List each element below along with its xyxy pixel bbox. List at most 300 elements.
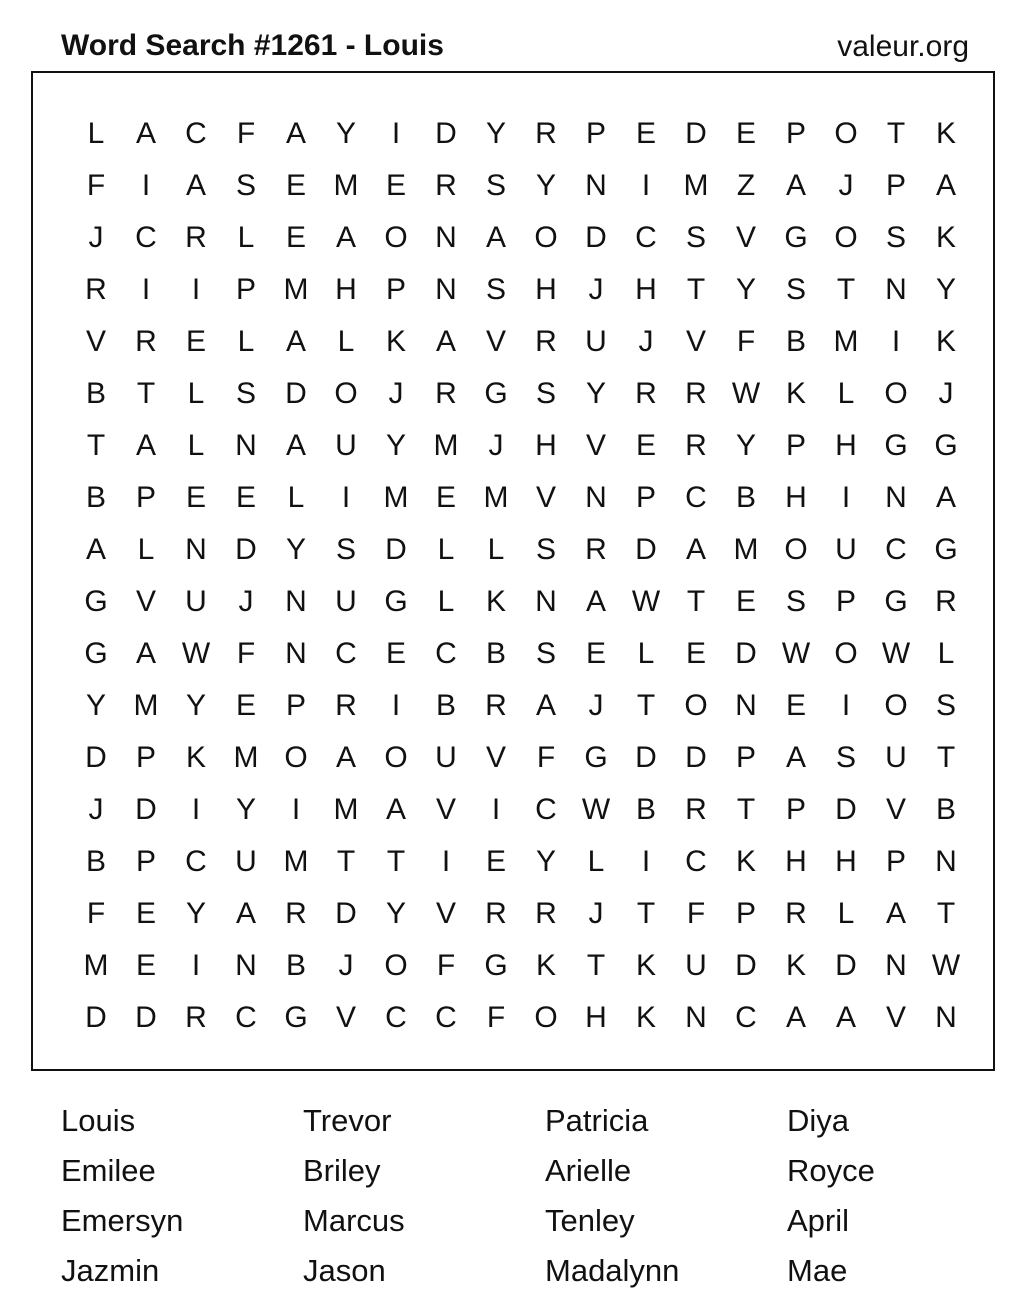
word-list-item: Diya xyxy=(787,1103,850,1138)
grid-cell: Y xyxy=(185,689,206,722)
grid-cell: L xyxy=(587,845,605,878)
grid-cell: I xyxy=(841,689,851,722)
grid-cell: L xyxy=(87,117,105,150)
grid-cell: F xyxy=(536,741,556,774)
grid-cell: V xyxy=(685,325,706,358)
grid-cell: C xyxy=(135,221,157,254)
grid-cell: K xyxy=(635,949,656,982)
grid-cell: M xyxy=(133,689,159,722)
grid-cell: G xyxy=(884,429,908,462)
grid-cell: A xyxy=(885,897,906,930)
grid-cell: J xyxy=(638,325,654,358)
grid-cell: C xyxy=(435,1001,457,1034)
grid-cell: M xyxy=(733,533,759,566)
grid-cell: T xyxy=(636,897,656,930)
grid-cell: E xyxy=(735,117,756,150)
grid-cell: D xyxy=(735,637,757,670)
site-name: valeur.org xyxy=(837,30,969,63)
grid-cell: B xyxy=(485,637,506,670)
grid-cell: I xyxy=(391,117,401,150)
grid-cell: B xyxy=(285,949,306,982)
grid-cell: I xyxy=(891,325,901,358)
grid-cell: D xyxy=(85,741,107,774)
grid-cell: L xyxy=(237,221,255,254)
grid-cell: N xyxy=(435,273,457,306)
grid-cell: A xyxy=(135,637,156,670)
grid-cell: C xyxy=(385,1001,407,1034)
grid-cell: Y xyxy=(735,273,756,306)
grid-cell: O xyxy=(534,221,558,254)
grid-cell: D xyxy=(835,949,857,982)
word-list-item: Emilee xyxy=(61,1153,156,1188)
grid-cell: H xyxy=(535,273,557,306)
grid-cell: I xyxy=(141,169,151,202)
grid-cell: K xyxy=(485,585,506,618)
grid-cell: P xyxy=(835,585,856,618)
grid-cell: P xyxy=(885,169,906,202)
grid-cell: J xyxy=(838,169,854,202)
grid-cell: N xyxy=(235,949,257,982)
grid-cell: V xyxy=(885,1001,906,1034)
word-list-item: Royce xyxy=(787,1153,875,1188)
grid-cell: P xyxy=(585,117,606,150)
grid-cell: V xyxy=(85,325,106,358)
word-list-item: Emersyn xyxy=(61,1203,184,1238)
grid-cell: E xyxy=(235,689,256,722)
grid-cell: E xyxy=(735,585,756,618)
grid-cell: P xyxy=(785,793,806,826)
grid-cell: A xyxy=(385,793,406,826)
grid-cell: T xyxy=(586,949,606,982)
grid-cell: V xyxy=(535,481,556,514)
grid-cell: J xyxy=(88,221,104,254)
word-list-item: Trevor xyxy=(303,1103,392,1138)
grid-cell: W xyxy=(631,585,661,618)
puzzle-title: Word Search #1261 - Louis xyxy=(61,29,444,62)
word-list-item: Madalynn xyxy=(545,1253,680,1288)
grid-cell: P xyxy=(135,741,156,774)
grid-cell: E xyxy=(785,689,806,722)
grid-cell: V xyxy=(435,793,456,826)
grid-cell: A xyxy=(485,221,506,254)
grid-cell: V xyxy=(135,585,156,618)
grid-cell: R xyxy=(435,169,457,202)
grid-cell: S xyxy=(935,689,956,722)
grid-cell: W xyxy=(581,793,611,826)
grid-cell: R xyxy=(685,793,707,826)
grid-cell: R xyxy=(635,377,657,410)
grid-cell: U xyxy=(335,585,357,618)
grid-cell: T xyxy=(386,845,406,878)
grid-cell: K xyxy=(785,377,806,410)
grid-cell: T xyxy=(836,273,856,306)
grid-cell: N xyxy=(185,533,207,566)
grid-cell: B xyxy=(635,793,656,826)
grid-cell: I xyxy=(191,949,201,982)
grid-cell: J xyxy=(938,377,954,410)
grid-cell: G xyxy=(784,221,808,254)
grid-cell: R xyxy=(935,585,957,618)
grid-cell: B xyxy=(935,793,956,826)
grid-cell: W xyxy=(781,637,811,670)
grid-cell: A xyxy=(585,585,606,618)
grid-cell: G xyxy=(934,533,958,566)
grid-cell: U xyxy=(235,845,257,878)
grid-cell: Y xyxy=(385,429,406,462)
grid-cell: I xyxy=(341,481,351,514)
grid-cell: L xyxy=(337,325,355,358)
grid-cell: M xyxy=(283,273,309,306)
grid-cell: E xyxy=(385,169,406,202)
grid-cell: M xyxy=(483,481,509,514)
grid-cell: N xyxy=(935,1001,957,1034)
grid-cell: J xyxy=(88,793,104,826)
grid-cell: J xyxy=(588,689,604,722)
grid-cell: R xyxy=(285,897,307,930)
grid-cell: Y xyxy=(535,169,556,202)
grid-cell: U xyxy=(435,741,457,774)
grid-cell: D xyxy=(835,793,857,826)
grid-cell: T xyxy=(136,377,156,410)
grid-cell: O xyxy=(834,117,858,150)
grid-cell: R xyxy=(185,221,207,254)
grid-cell: M xyxy=(683,169,709,202)
grid-cell: O xyxy=(884,689,908,722)
grid-cell: N xyxy=(535,585,557,618)
grid-cell: Y xyxy=(385,897,406,930)
grid-cell: Y xyxy=(85,689,106,722)
grid-cell: S xyxy=(535,637,556,670)
grid-cell: K xyxy=(935,117,956,150)
grid-cell: F xyxy=(686,897,706,930)
word-list xyxy=(61,1096,1001,1296)
grid-cell: R xyxy=(135,325,157,358)
grid-cell: A xyxy=(135,429,156,462)
grid-cell: I xyxy=(841,481,851,514)
grid-cell: S xyxy=(785,585,806,618)
grid-cell: R xyxy=(535,117,557,150)
grid-cell: Y xyxy=(535,845,556,878)
grid-cell: V xyxy=(485,325,506,358)
grid-cell: H xyxy=(585,1001,607,1034)
grid-cell: U xyxy=(885,741,907,774)
grid-cell: W xyxy=(181,637,211,670)
grid-cell: W xyxy=(931,949,961,982)
grid-cell: A xyxy=(335,221,356,254)
grid-cell: G xyxy=(84,637,108,670)
grid-cell: I xyxy=(391,689,401,722)
grid-cell: U xyxy=(335,429,357,462)
grid-cell: T xyxy=(86,429,106,462)
grid-cell: D xyxy=(135,793,157,826)
grid-cell: M xyxy=(83,949,109,982)
grid-cell: I xyxy=(291,793,301,826)
grid-cell: S xyxy=(535,377,556,410)
grid-cell: N xyxy=(735,689,757,722)
grid-cell: H xyxy=(835,429,857,462)
grid-cell: D xyxy=(235,533,257,566)
grid-cell: Y xyxy=(185,897,206,930)
grid-cell: T xyxy=(736,793,756,826)
grid-cell: A xyxy=(785,741,806,774)
grid-cell: I xyxy=(191,273,201,306)
grid-cell: O xyxy=(884,377,908,410)
grid-cell: A xyxy=(85,533,106,566)
word-list-item: Louis xyxy=(61,1103,136,1138)
grid-cell: E xyxy=(635,117,656,150)
grid-cell: N xyxy=(435,221,457,254)
word-list-item: Mae xyxy=(787,1253,848,1288)
grid-cell: P xyxy=(735,741,756,774)
grid-cell: T xyxy=(936,897,956,930)
grid-cell: S xyxy=(485,169,506,202)
grid-cell: B xyxy=(735,481,756,514)
grid-cell: B xyxy=(85,481,106,514)
grid-cell: C xyxy=(335,637,357,670)
grid-cell: A xyxy=(785,1001,806,1034)
grid-cell: C xyxy=(535,793,557,826)
grid-cell: V xyxy=(735,221,756,254)
grid-cell: I xyxy=(191,793,201,826)
grid-cell: S xyxy=(235,377,256,410)
grid-cell: Y xyxy=(585,377,606,410)
grid-cell: H xyxy=(785,845,807,878)
word-list-item: Patricia xyxy=(545,1103,649,1138)
grid-cell: J xyxy=(338,949,354,982)
word-list-item: April xyxy=(787,1203,850,1238)
grid-cell: O xyxy=(334,377,358,410)
grid-cell: P xyxy=(785,429,806,462)
grid-cell: O xyxy=(834,637,858,670)
grid-cell: Y xyxy=(285,533,306,566)
grid-cell: P xyxy=(635,481,656,514)
grid-cell: R xyxy=(585,533,607,566)
grid-cell: E xyxy=(185,481,206,514)
grid-cell: N xyxy=(285,637,307,670)
grid-cell: K xyxy=(935,325,956,358)
grid-cell: I xyxy=(491,793,501,826)
grid-cell: R xyxy=(485,897,507,930)
grid-cell: F xyxy=(86,169,106,202)
grid-cell: D xyxy=(685,117,707,150)
grid-cell: V xyxy=(885,793,906,826)
grid-cell: B xyxy=(85,377,106,410)
grid-cell: S xyxy=(835,741,856,774)
grid-cell: W xyxy=(881,637,911,670)
grid-cell: A xyxy=(785,169,806,202)
grid-cell: A xyxy=(535,689,556,722)
grid-cell: D xyxy=(585,221,607,254)
grid-cell: J xyxy=(388,377,404,410)
grid-cell: F xyxy=(436,949,456,982)
grid-cell: A xyxy=(235,897,256,930)
grid-cell: D xyxy=(135,1001,157,1034)
grid-cell: L xyxy=(237,325,255,358)
grid-cell: C xyxy=(435,637,457,670)
grid-cell: T xyxy=(936,741,956,774)
grid-cell: A xyxy=(135,117,156,150)
grid-cell: L xyxy=(287,481,305,514)
grid-cell: O xyxy=(284,741,308,774)
grid-cell: U xyxy=(185,585,207,618)
grid-cell: I xyxy=(641,169,651,202)
grid-cell: R xyxy=(535,325,557,358)
grid-cell: J xyxy=(588,897,604,930)
grid-cell: V xyxy=(485,741,506,774)
grid-cell: P xyxy=(735,897,756,930)
grid-cell: O xyxy=(834,221,858,254)
grid-cell: N xyxy=(585,481,607,514)
grid-cell: M xyxy=(283,845,309,878)
grid-cell: E xyxy=(185,325,206,358)
grid-cell: N xyxy=(585,169,607,202)
grid-cell: M xyxy=(333,169,359,202)
grid-cell: K xyxy=(185,741,206,774)
grid-cell: Y xyxy=(235,793,256,826)
grid-cell: P xyxy=(785,117,806,150)
grid-cell: L xyxy=(487,533,505,566)
grid-cell: D xyxy=(685,741,707,774)
grid-cell: V xyxy=(435,897,456,930)
grid-cell: Y xyxy=(485,117,506,150)
grid-cell: W xyxy=(731,377,761,410)
grid-cell: D xyxy=(635,533,657,566)
grid-cell: J xyxy=(588,273,604,306)
grid-cell: H xyxy=(635,273,657,306)
word-list-item: Briley xyxy=(303,1153,381,1188)
grid-cell: J xyxy=(238,585,254,618)
grid-cell: H xyxy=(335,273,357,306)
grid-cell: N xyxy=(685,1001,707,1034)
grid-cell: L xyxy=(137,533,155,566)
word-list-item: Arielle xyxy=(545,1153,632,1188)
grid-cell: D xyxy=(635,741,657,774)
grid-cell: G xyxy=(384,585,408,618)
grid-cell: G xyxy=(484,949,508,982)
grid-cell: C xyxy=(885,533,907,566)
grid-cell: C xyxy=(185,117,207,150)
grid-cell: Y xyxy=(935,273,956,306)
grid-cell: V xyxy=(585,429,606,462)
grid-cell: N xyxy=(935,845,957,878)
grid-cell: B xyxy=(85,845,106,878)
grid-cell: O xyxy=(384,949,408,982)
grid-cell: L xyxy=(837,897,855,930)
grid-cell: C xyxy=(185,845,207,878)
grid-cell: P xyxy=(235,273,256,306)
grid-cell: S xyxy=(235,169,256,202)
grid-cell: A xyxy=(835,1001,856,1034)
grid-cell: C xyxy=(685,845,707,878)
grid-cell: N xyxy=(885,481,907,514)
grid-cell: R xyxy=(785,897,807,930)
word-list-item: Jazmin xyxy=(61,1253,160,1288)
grid-cell: D xyxy=(85,1001,107,1034)
grid-cell: L xyxy=(437,533,455,566)
grid-cell: A xyxy=(285,325,306,358)
grid-cell: C xyxy=(735,1001,757,1034)
grid-cell: O xyxy=(384,221,408,254)
grid-cell: A xyxy=(685,533,706,566)
grid-cell: G xyxy=(584,741,608,774)
grid-cell: S xyxy=(885,221,906,254)
grid-cell: C xyxy=(685,481,707,514)
grid-cell: L xyxy=(187,377,205,410)
grid-cell: U xyxy=(685,949,707,982)
grid-cell: U xyxy=(835,533,857,566)
grid-cell: A xyxy=(285,429,306,462)
grid-cell: Z xyxy=(736,169,756,202)
grid-cell: A xyxy=(335,741,356,774)
grid-cell: E xyxy=(585,637,606,670)
grid-cell: R xyxy=(685,429,707,462)
grid-cell: M xyxy=(433,429,459,462)
grid-cell: C xyxy=(635,221,657,254)
grid-cell: A xyxy=(935,481,956,514)
grid-cell: G xyxy=(934,429,958,462)
grid-cell: N xyxy=(235,429,257,462)
grid-cell: O xyxy=(784,533,808,566)
grid-cell: G xyxy=(484,377,508,410)
letter-grid xyxy=(71,108,971,1044)
grid-cell: R xyxy=(335,689,357,722)
grid-cell: E xyxy=(485,845,506,878)
grid-cell: R xyxy=(535,897,557,930)
grid-cell: F xyxy=(236,637,256,670)
grid-cell: G xyxy=(884,585,908,618)
grid-cell: N xyxy=(885,273,907,306)
grid-cell: S xyxy=(485,273,506,306)
grid-cell: S xyxy=(685,221,706,254)
grid-cell: M xyxy=(383,481,409,514)
grid-cell: P xyxy=(385,273,406,306)
word-list-item: Jason xyxy=(303,1253,386,1288)
grid-cell: T xyxy=(336,845,356,878)
grid-cell: T xyxy=(686,585,706,618)
grid-cell: P xyxy=(885,845,906,878)
grid-cell: E xyxy=(235,481,256,514)
grid-cell: M xyxy=(233,741,259,774)
grid-cell: H xyxy=(835,845,857,878)
grid-cell: B xyxy=(435,689,456,722)
letter-grid-frame xyxy=(31,71,995,1071)
grid-cell: K xyxy=(535,949,556,982)
grid-cell: A xyxy=(185,169,206,202)
grid-cell: A xyxy=(435,325,456,358)
grid-cell: J xyxy=(488,429,504,462)
grid-cell: O xyxy=(684,689,708,722)
grid-cell: U xyxy=(585,325,607,358)
grid-cell: B xyxy=(785,325,806,358)
grid-cell: K xyxy=(635,1001,656,1034)
grid-cell: F xyxy=(86,897,106,930)
grid-cell: S xyxy=(335,533,356,566)
grid-cell: E xyxy=(135,949,156,982)
grid-cell: D xyxy=(735,949,757,982)
grid-cell: F xyxy=(236,117,256,150)
grid-cell: D xyxy=(385,533,407,566)
grid-cell: C xyxy=(235,1001,257,1034)
grid-cell: N xyxy=(285,585,307,618)
grid-cell: Y xyxy=(735,429,756,462)
grid-cell: E xyxy=(135,897,156,930)
grid-cell: P xyxy=(135,845,156,878)
grid-cell: R xyxy=(485,689,507,722)
grid-cell: L xyxy=(437,585,455,618)
grid-cell: S xyxy=(785,273,806,306)
grid-cell: D xyxy=(285,377,307,410)
grid-cell: L xyxy=(837,377,855,410)
